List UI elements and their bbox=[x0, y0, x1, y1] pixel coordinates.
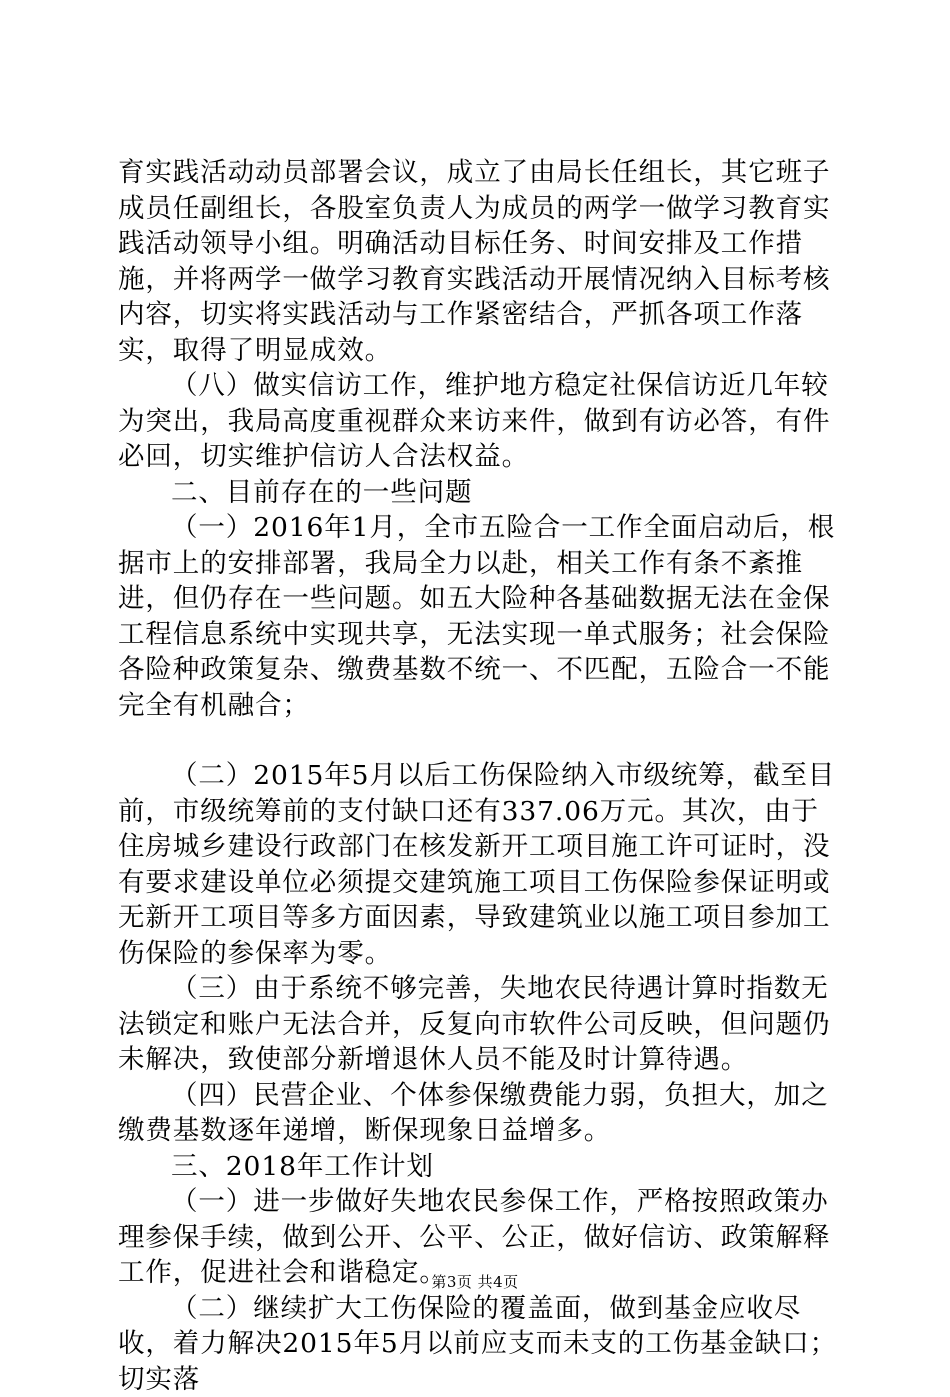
section-heading-3: 三、2018年工作计划 bbox=[118, 1149, 840, 1185]
paragraph-problem-4: （四）民营企业、个体参保缴费能力弱，负担大，加之缴费基数逐年递增，断保现象日益增多。 bbox=[118, 1078, 840, 1149]
blank-line bbox=[118, 723, 840, 758]
paragraph-continuation: 育实践活动动员部署会议，成立了由局长任组长，其它班子成员任副组长，各股室负责人为成员的两学一做学习教育实践活动领导小组。明确活动目标任务、时间安排及工作措施，并将两学一做学习教育实践活动开展情况纳入目标考核内容，切实将实践活动与工作紧密结合，严抓各项工作落实，取得了明显成效。 bbox=[118, 155, 840, 368]
paragraph-plan-1: （一）进一步做好失地农民参保工作，严格按照政策办理参保手续，做到公开、公平、公正，做好信访、政策解释工作，促进社会和谐稳定。 bbox=[118, 1184, 840, 1291]
page-footer: 第3页 共4页 bbox=[0, 1271, 950, 1292]
paragraph-problem-3: （三）由于系统不够完善，失地农民待遇计算时指数无法锁定和账户无法合并，反复向市软件公司反映，但问题仍未解决，致使部分新增退休人员不能及时计算待遇。 bbox=[118, 971, 840, 1078]
section-heading-2: 二、目前存在的一些问题 bbox=[118, 475, 840, 511]
paragraph-problem-1: （一）2016年1月，全市五险合一工作全面启动后，根据市上的安排部署，我局全力以赴，相关工作有条不紊推进，但仍存在一些问题。如五大险种各基础数据无法在金保工程信息系统中实现共享，无法实现一单式服务；社会保险各险种政策复杂、缴费基数不统一、不匹配，五险合一不能完全有机融合； bbox=[118, 510, 840, 723]
paragraph-plan-2: （二）继续扩大工伤保险的覆盖面，做到基金应收尽收，着力解决2015年5月以前应支而未支的工伤基金缺口；切实落 bbox=[118, 1291, 840, 1397]
paragraph-problem-2: （二）2015年5月以后工伤保险纳入市级统筹，截至目前，市级统筹前的支付缺口还有337.06万元。其次，由于住房城乡建设行政部门在核发新开工项目施工许可证时，没有要求建设单位必须提交建筑施工项目工伤保险参保证明或无新开工项目等多方面因素，导致建筑业以施工项目参加工伤保险的参保率为零。 bbox=[118, 758, 840, 971]
document-body bbox=[118, 155, 840, 1397]
paragraph-item-8: （八）做实信访工作，维护地方稳定社保信访近几年较为突出，我局高度重视群众来访来件，做到有访必答，有件必回，切实维护信访人合法权益。 bbox=[118, 368, 840, 475]
